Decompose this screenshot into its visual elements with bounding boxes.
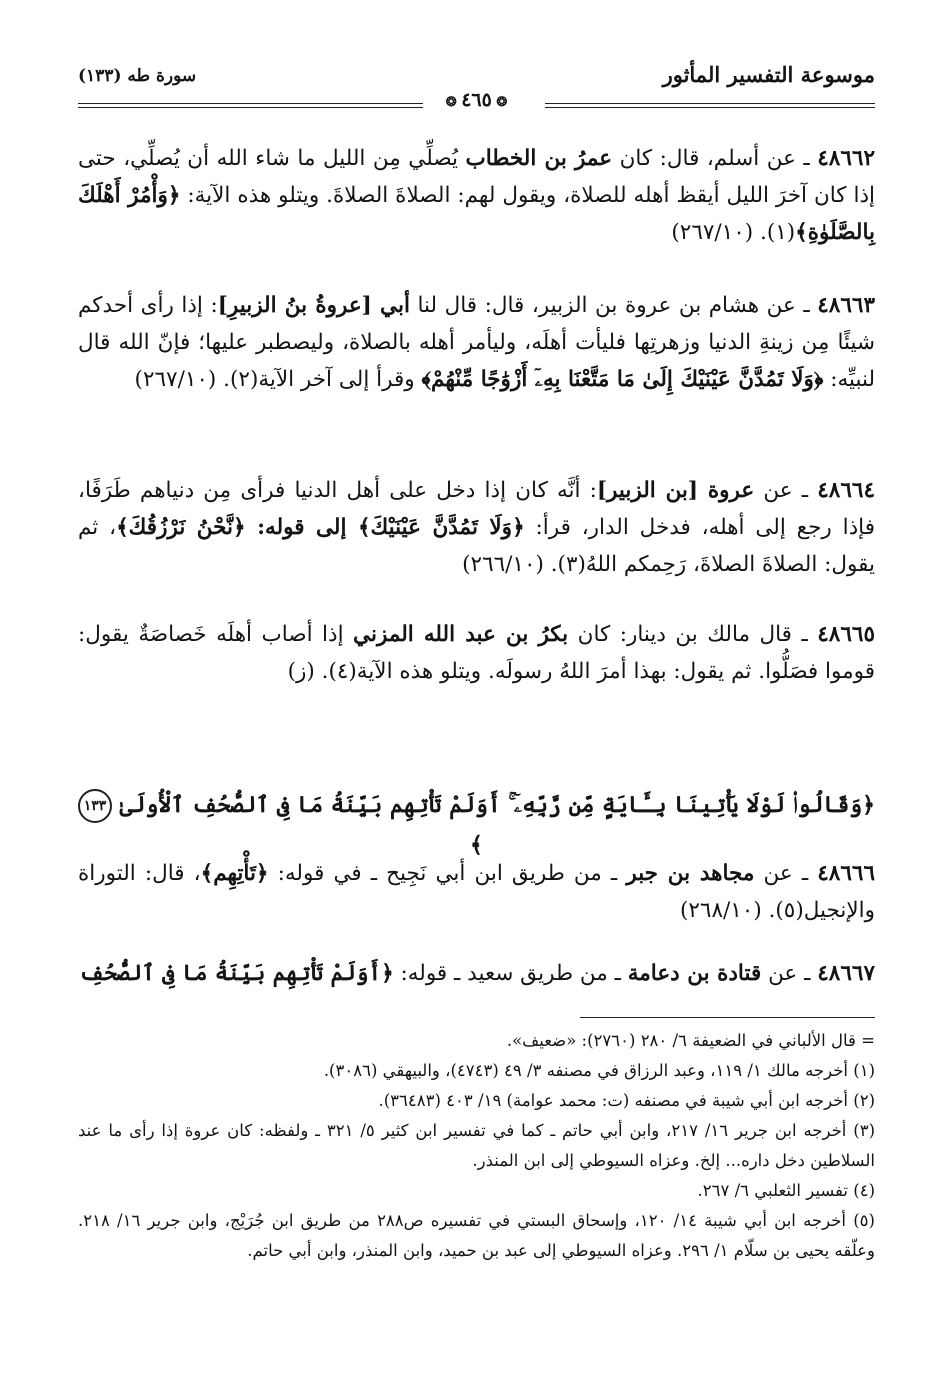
ornament-icon: ❂ bbox=[491, 95, 508, 110]
surah-label: سورة طه (١٣٣) bbox=[78, 66, 197, 86]
quran-verse-heading: ﴿وَقَالُوا۟ لَوْلَا يَأْتِينَا بِـَٔايَةٍ مِّن رَّبِّهِۦٓ ۚ أَوَلَمْ تَأْتِهِم بَيِّنَةُ مَا فِى ٱلصُّحُفِ ٱلْأُولَىٰ ١٣٣﴾ bbox=[78, 785, 875, 865]
entry-48665: ٤٨٦٦٥ ـ قال مالك بن دينار: كان بكرُ بن عبد الله المزني إذا أصاب أهلَه خَصاصَةٌ يقول: قوموا فصَلُّوا. ثم يقول: بهذا أمرَ اللهُ رسولَه. ويتلو هذه الآية(٤). (ز) bbox=[78, 622, 875, 684]
ayah-number-icon: ١٣٣ bbox=[78, 789, 112, 823]
entry-48663: ٤٨٦٦٣ ـ عن هشام بن عروة بن الزبير، قال: قال لنا أبي [عروةُ بنُ الزبيرِ]: إذا رأى أحدكم شيئًا مِن زينةِ الدنيا وزهرتِها فليأت أهلَه، وليأمر أهله بالصلاة، وليصطبر عليها؛ فإنّ الله قال لنبيِّه: ﴿وَلَا تَمُدَّنَّ عَيْنَيْكَ إِلَىٰ مَا مَتَّعْنَا بِهِۦٓ أَزْوَٰجًا مِّنْهُمْ﴾ وقرأ إلى آخر الآية(٢). (٢٦٧/١٠) bbox=[78, 293, 875, 392]
footnote-2: (٢) أخرجه ابن أبي شيبة في مصنفه (ت: محمد عوامة) ١٩/ ٤٠٣ (٣٦٤٨٣). bbox=[378, 1091, 875, 1110]
footnote-3: (٣) أخرجه ابن جرير ١٦/ ٢١٧، وابن أبي حاتم ـ كما في تفسير ابن كثير ٥/ ٣٢١ ـ ولفظه: كان عروة إذا رأى ما عند السلاطين دخل داره... إلخ. وعزاه السيوطي إلى ابن المنذر. bbox=[78, 1121, 875, 1170]
quran-quote: ﴿تَأْتِهِم﴾ bbox=[200, 861, 269, 886]
entry-48666: ٤٨٦٦٦ ـ عن مجاهد بن جبر ـ من طريق ابن أبي نَجِيح ـ في قوله: ﴿تَأْتِهِم﴾، قال: التوراة والإنجيل(٥). (٢٦٨/١٠) bbox=[78, 861, 875, 923]
ornament-icon: ❂ bbox=[445, 95, 462, 110]
footnotes bbox=[78, 1026, 875, 1266]
footnote-continued: = قال الألباني في الضعيفة ٦/ ٢٨٠ (٢٧٦٠): «ضعيف». bbox=[506, 1031, 875, 1050]
entry-48662: ٤٨٦٦٢ ـ عن أسلم، قال: كان عمرُ بن الخطاب يُصلِّي مِن الليل ما شاء الله أن يُصلِّي، حتى إذا كان آخرَ الليل أيقظ أهله للصلاة، ويقول لهم: الصلاةَ الصلاةَ. ويتلو هذه الآية: ﴿وَأْمُرْ أَهْلَكَ بِالصَّلَوٰةِ﴾(١). (٢٦٧/١٠) bbox=[78, 146, 875, 245]
book-title: موسوعة التفسير المأثور bbox=[662, 62, 875, 87]
quran-quote: ﴿وَلَا تَمُدَّنَّ عَيْنَيْكَ﴾ إلى قوله: ﴿نَّحْنُ نَرْزُقُكَ﴾ bbox=[116, 515, 525, 540]
quran-quote: ﴿وَأْمُرْ أَهْلَكَ بِالصَّلَوٰةِ﴾ bbox=[78, 183, 875, 245]
footnote-5: (٥) أخرجه ابن أبي شيبة ١٤/ ١٢٠، وإسحاق البستي في تفسيره ص٢٨٨ من طريق ابن جُرَيْج، وابن جرير ١٦/ ٢١٨. وعلّقه يحيى بن سلّام ١/ ٢٩٦. وعزاه السيوطي إلى عبد بن حميد، وابن المنذر، وابن أبي حاتم. bbox=[78, 1211, 875, 1260]
footnote-divider bbox=[580, 1017, 875, 1018]
main-text bbox=[78, 140, 875, 986]
quran-quote: ﴿وَلَا تَمُدَّنَّ عَيْنَيْكَ إِلَىٰ مَا مَتَّعْنَا بِهِۦٓ أَزْوَٰجًا مِّنْهُمْ﴾ bbox=[421, 367, 824, 392]
entry-48667: ٤٨٦٦٧ ـ عن قتادة بن دعامة ـ من طريق سعيد ـ قوله: ﴿أَوَلَمْ تَأْتِهِم بَيِّنَةُ مَا فِى ٱلصُّحُفِ bbox=[79, 961, 875, 986]
footnote-1: (١) أخرجه مالك ١/ ١١٩، وعبد الرزاق في مصنفه ٣/ ٤٩ (٤٧٤٣)، والبيهقي (٣٠٨٦). bbox=[323, 1061, 875, 1080]
quran-quote: ﴿أَوَلَمْ تَأْتِهِم بَيِّنَةُ مَا فِى ٱلصُّحُفِ bbox=[79, 961, 394, 986]
footnote-4: (٤) تفسير الثعلبي ٦/ ٢٦٧. bbox=[697, 1181, 875, 1200]
entry-48664: ٤٨٦٦٤ ـ عن عروة [بن الزبير]: أنَّه كان إذا دخل على أهل الدنيا فرأى مِن دنياهم طَرَفًا، فإذا رجع إلى أهله، فدخل الدار، قرأ: ﴿وَلَا تَمُدَّنَّ عَيْنَيْكَ﴾ إلى قوله: ﴿نَّحْنُ نَرْزُقُكَ﴾، ثم يقول: الصلاةَ الصلاةَ، رَحِمكم اللهُ(٣). (٢٦٦/١٠) bbox=[78, 478, 875, 577]
page-number-bar bbox=[78, 89, 875, 112]
page-number: ❂ ٤٦٥ ❂ bbox=[445, 89, 508, 111]
